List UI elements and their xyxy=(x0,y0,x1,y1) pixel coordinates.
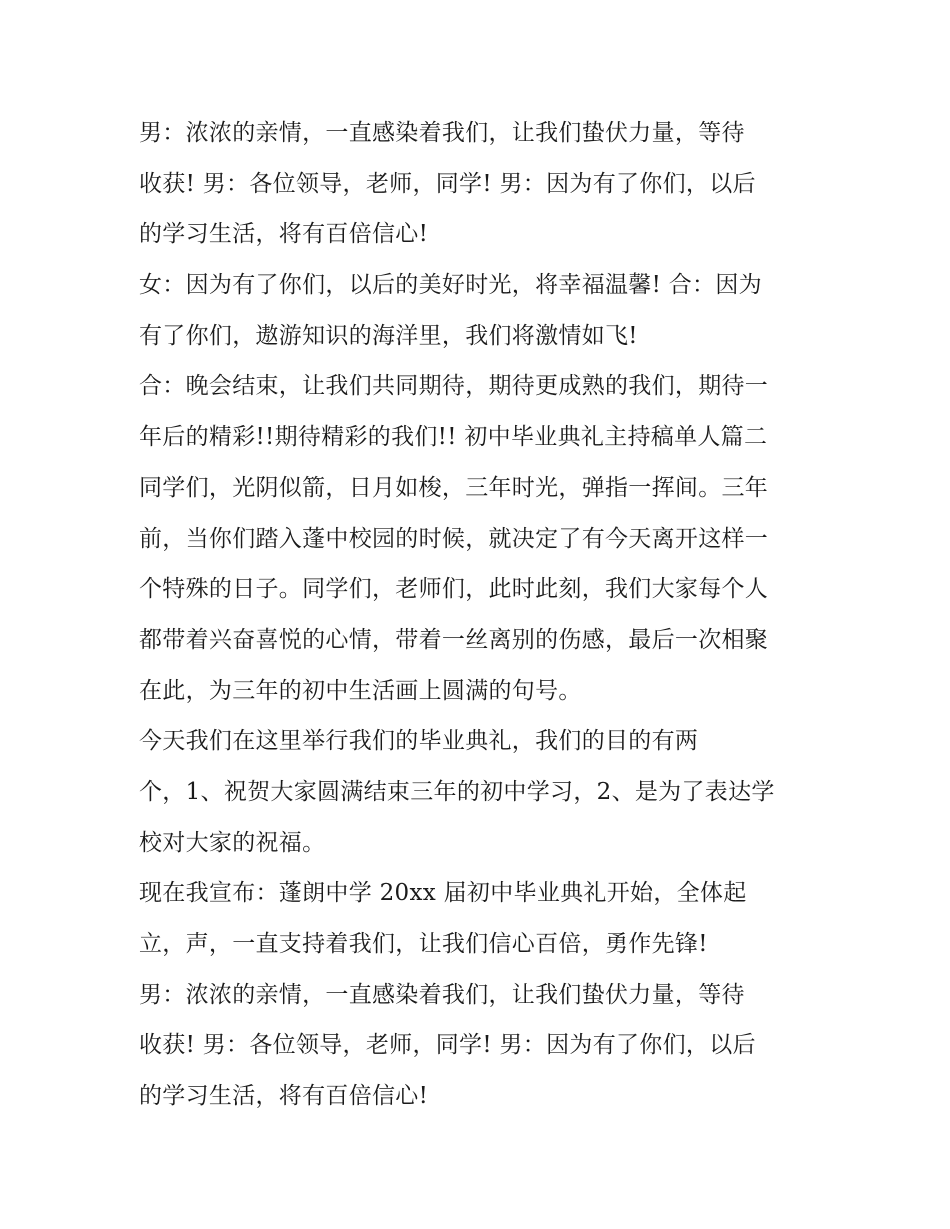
text-line: 的学习生活，将有百倍信心! xyxy=(139,1083,429,1110)
text-line: 个，1、祝贺大家圆满结束三年的初中学习，2、是为了表达学 xyxy=(139,778,775,805)
text-line: 收获! 男：各位领导，老师，同学! 男：因为有了你们，以后 xyxy=(139,170,756,197)
text-line: 在此，为三年的初中生活画上圆满的句号。 xyxy=(139,677,582,704)
text-line: 合：晚会结束，让我们共同期待，期待更成熟的我们，期待一 xyxy=(139,373,769,400)
text-line: 同学们，光阴似箭，日月如梭，三年时光，弹指一挥间。三年 xyxy=(139,474,769,501)
text-line: 女：因为有了你们，以后的美好时光，将幸福温馨! 合：因为 xyxy=(139,272,762,299)
text-line: 年后的精彩!!期待精彩的我们!! 初中毕业典礼主持稿单人篇二 xyxy=(139,424,768,451)
document-body xyxy=(139,108,819,1122)
text-line: 收获! 男：各位领导，老师，同学! 男：因为有了你们，以后 xyxy=(139,1032,756,1059)
text-line: 男：浓浓的亲情，一直感染着我们，让我们蛰伏力量，等待 xyxy=(139,981,745,1008)
text-line: 个特殊的日子。同学们，老师们，此时此刻，我们大家每个人 xyxy=(139,576,769,603)
text-line: 今天我们在这里举行我们的毕业典礼，我们的目的有两 xyxy=(139,728,699,755)
text-line: 男：浓浓的亲情，一直感染着我们，让我们蛰伏力量，等待 xyxy=(139,120,745,146)
text-line: 校对大家的祝福。 xyxy=(139,829,326,856)
text-line: 有了你们，遨游知识的海洋里，我们将激情如飞! xyxy=(139,322,638,349)
text-line: 前，当你们踏入蓬中校园的时候，就决定了有今天离开这样一 xyxy=(139,525,769,552)
text-line: 现在我宣布：蓬朗中学 20xx 届初中毕业典礼开始，全体起 xyxy=(139,880,747,907)
text-line: 的学习生活，将有百倍信心! xyxy=(139,221,429,248)
text-line: 立，声，一直支持着我们，让我们信心百倍，勇作先锋! xyxy=(139,931,708,957)
text-line: 都带着兴奋喜悦的心情，带着一丝离别的伤感，最后一次相聚 xyxy=(139,626,769,653)
